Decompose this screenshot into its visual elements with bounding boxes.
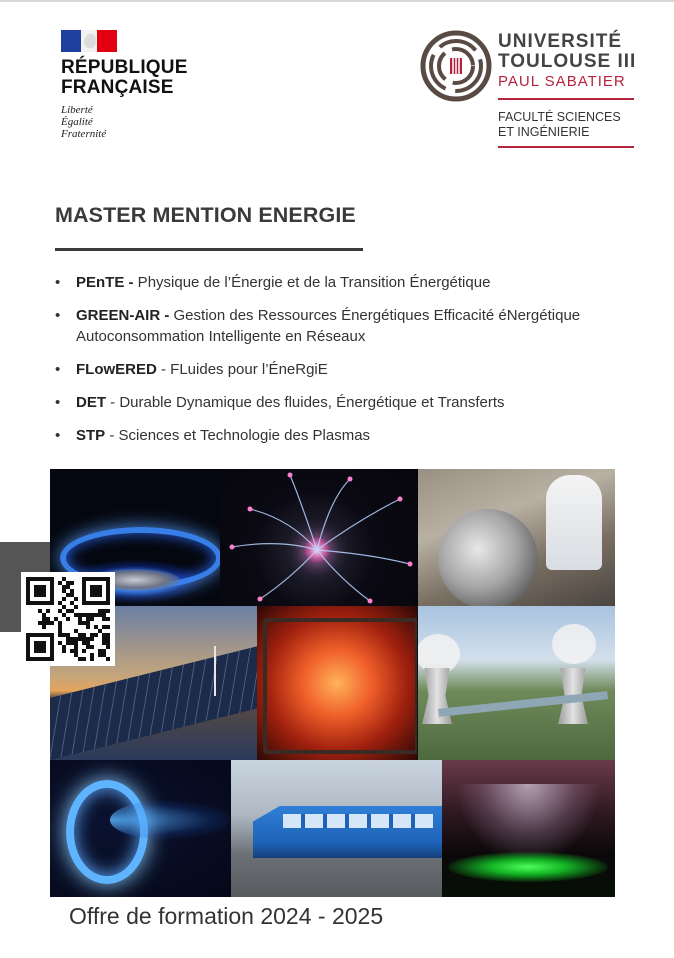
university-name: UNIVERSITÉ TOULOUSE III PAUL SABATIER (498, 31, 637, 90)
top-divider (0, 0, 674, 2)
program-item-green-air (55, 305, 665, 347)
bullet-icon: • (55, 361, 61, 378)
program-description: Physique de l’Énergie et de la Transition Énergétique (133, 274, 491, 291)
program-description: - FLuides pour l’ÉneRgiE (156, 361, 328, 378)
plasma-thruster-photo (50, 760, 231, 897)
program-code: PEnTE - (76, 274, 134, 291)
page-title: MASTER MENTION ENERGIE (55, 203, 356, 227)
program-item-flowered (55, 359, 665, 380)
bullet-icon: • (55, 307, 61, 324)
furnace-photo (257, 606, 417, 760)
university-divider (498, 98, 634, 100)
republique-motto: Liberté Égalité Fraternité (61, 104, 107, 140)
program-code: FLowERED (76, 361, 157, 378)
faculty-name: FACULTÉ SCIENCES ET INGÉNIERIE (498, 110, 621, 139)
bullet-icon: • (55, 394, 61, 411)
university-emblem-icon (420, 30, 492, 102)
program-description: Gestion des Ressources Énergétiques Efficacité éNergétique Autoconsommation Intelligente en Réseaux (76, 307, 581, 345)
bullet-icon: • (55, 427, 61, 444)
program-code: GREEN-AIR - (76, 307, 170, 324)
laboratory-photo (418, 469, 615, 606)
bullet-icon: • (55, 274, 61, 291)
qr-code[interactable] (21, 572, 115, 666)
republique-name: RÉPUBLIQUE FRANÇAISE (61, 57, 188, 98)
republique-francaise-logo (61, 30, 211, 140)
program-description: - Durable Dynamique des fluides, Énergétique et Transferts (106, 394, 505, 411)
program-code: DET (76, 394, 106, 411)
title-underline (55, 248, 363, 251)
faculty-divider (498, 146, 634, 148)
plasma-ball-photo (220, 469, 418, 606)
nuclear-plant-photo (418, 606, 615, 760)
marianne-flag-icon (61, 30, 117, 52)
footer-offer-text: Offre de formation 2024 - 2025 (69, 903, 384, 929)
hydrogen-train-photo (231, 760, 442, 897)
green-jets-photo (442, 760, 615, 897)
program-code: STP (76, 427, 106, 444)
program-list (55, 272, 665, 458)
plasma-filaments-icon (220, 469, 418, 606)
program-item-pente (55, 272, 665, 293)
program-item-det (55, 392, 665, 413)
university-logo (420, 30, 638, 150)
qr-code-icon (26, 577, 110, 661)
program-item-stp (55, 425, 665, 446)
program-description: - Sciences et Technologie des Plasmas (105, 427, 371, 444)
photo-collage (50, 469, 615, 897)
